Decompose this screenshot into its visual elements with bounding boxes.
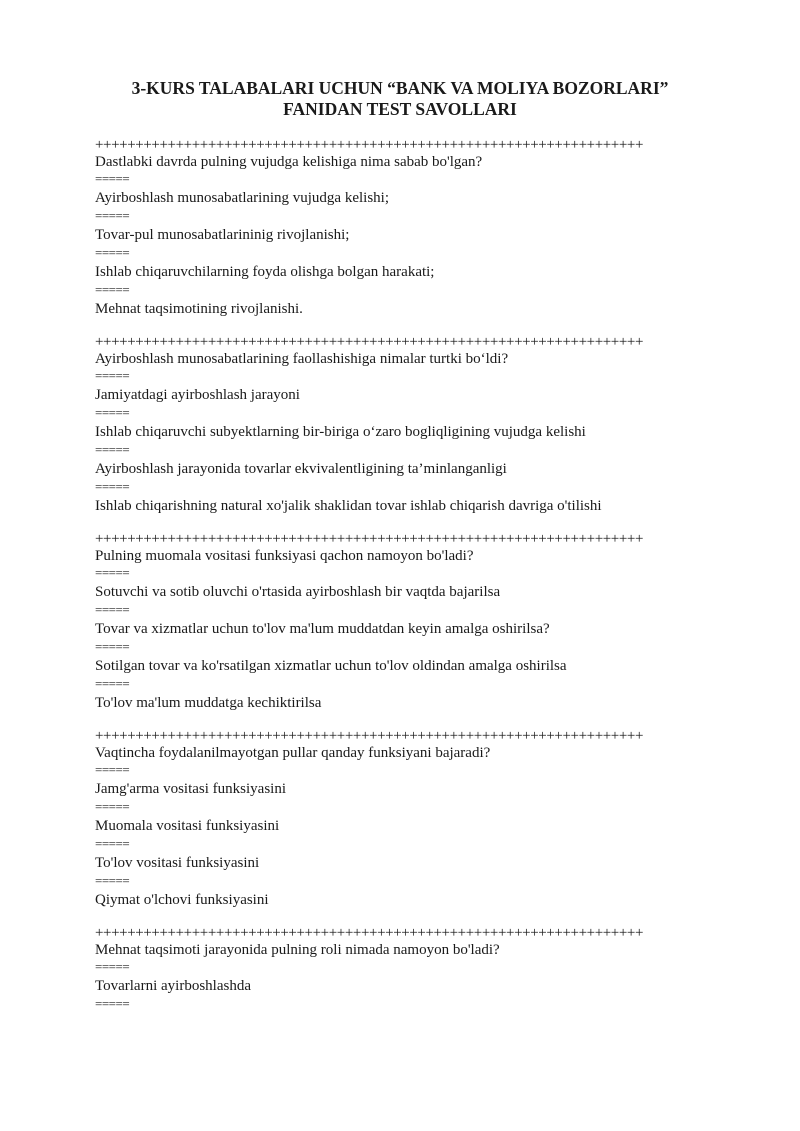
answer-option: Ayirboshlash munosabatlarining vujudga kelishi; (95, 190, 390, 206)
option-separator: ===== (95, 479, 130, 494)
option-separator: ===== (95, 442, 130, 457)
answer-option: Qiymat o'lchovi funksiyasini (95, 892, 269, 908)
question-block (95, 532, 755, 714)
question-text: Vaqtincha foydalanilmayotgan pullar qanday funksiyani bajaradi? (95, 745, 491, 761)
option-separator: ===== (95, 762, 130, 777)
option-separator: ===== (95, 676, 130, 691)
question-text: Mehnat taqsimoti jarayonida pulning roli nimada namoyon bo'ladi? (95, 942, 500, 958)
question-block (95, 138, 755, 320)
option-separator: ===== (95, 836, 130, 851)
answer-option: Jamiyatdagi ayirboshlash jarayoni (95, 387, 300, 403)
option-separator: ===== (95, 245, 130, 260)
question-text: Dastlabki davrda pulning vujudga kelishiga nima sabab bo'lgan? (95, 154, 483, 170)
answer-option: Sotilgan tovar va ko'rsatilgan xizmatlar uchun to'lov oldindan amalga oshirilsa (95, 658, 567, 674)
option-separator: ===== (95, 996, 130, 1011)
option-separator: ===== (95, 639, 130, 654)
answer-option: Sotuvchi va sotib oluvchi o'rtasida ayirboshlash bir vaqtda bajarilsa (95, 584, 501, 600)
option-separator: ===== (95, 799, 130, 814)
answer-option: Ishlab chiqaruvchi subyektlarning bir-biriga o‘zaro bogliqligining vujudga kelishi (95, 424, 586, 440)
answer-option: To'lov ma'lum muddatga kechiktirilsa (95, 695, 322, 711)
answer-option: Tovarlarni ayirboshlashda (95, 978, 251, 994)
answer-option: Mehnat taqsimotining rivojlanishi. (95, 301, 303, 317)
question-marker: ++++++++++++++++++++++++++++++++++++++++++++++++++++++++++++++++++++ (95, 138, 644, 152)
question-text: Ayirboshlash munosabatlarining faollashishiga nimalar turtki bo‘ldi? (95, 351, 509, 367)
option-separator: ===== (95, 405, 130, 420)
option-separator: ===== (95, 873, 130, 888)
answer-option: Ayirboshlash jarayonida tovarlar ekvivalentligining ta’minlanganligi (95, 461, 507, 477)
answer-option: Ishlab chiqarishning natural xo'jalik shaklidan tovar ishlab chiqarish davriga o'tilishi (95, 498, 602, 514)
answer-option: To'lov vositasi funksiyasini (95, 855, 260, 871)
option-separator: ===== (95, 602, 130, 617)
question-block (95, 729, 755, 911)
title-line-1: 3-KURS TALABALARI UCHUN “BANK VA MOLIYA BOZORLARI” (131, 78, 669, 98)
question-block (95, 926, 755, 1010)
answer-option: Tovar va xizmatlar uchun to'lov ma'lum muddatdan keyin amalga oshirilsa? (95, 621, 550, 637)
title-line-2: FANIDAN TEST SAVOLLARI (283, 99, 517, 119)
document-title (0, 78, 800, 120)
question-marker: ++++++++++++++++++++++++++++++++++++++++++++++++++++++++++++++++++++ (95, 335, 644, 349)
answer-option: Muomala vositasi funksiyasini (95, 818, 280, 834)
question-marker: ++++++++++++++++++++++++++++++++++++++++++++++++++++++++++++++++++++ (95, 729, 644, 743)
answer-option: Tovar-pul munosabatlarininig rivojlanishi; (95, 227, 350, 243)
option-separator: ===== (95, 171, 130, 186)
question-marker: ++++++++++++++++++++++++++++++++++++++++++++++++++++++++++++++++++++ (95, 532, 644, 546)
question-block (95, 335, 755, 517)
option-separator: ===== (95, 565, 130, 580)
question-text: Pulning muomala vositasi funksiyasi qachon namoyon bo'ladi? (95, 548, 474, 564)
question-list (95, 138, 755, 1025)
option-separator: ===== (95, 282, 130, 297)
option-separator: ===== (95, 208, 130, 223)
question-marker: ++++++++++++++++++++++++++++++++++++++++++++++++++++++++++++++++++++ (95, 926, 644, 940)
option-separator: ===== (95, 368, 130, 383)
answer-option: Jamg'arma vositasi funksiyasini (95, 781, 287, 797)
answer-option: Ishlab chiqaruvchilarning foyda olishga bolgan harakati; (95, 264, 435, 280)
option-separator: ===== (95, 959, 130, 974)
